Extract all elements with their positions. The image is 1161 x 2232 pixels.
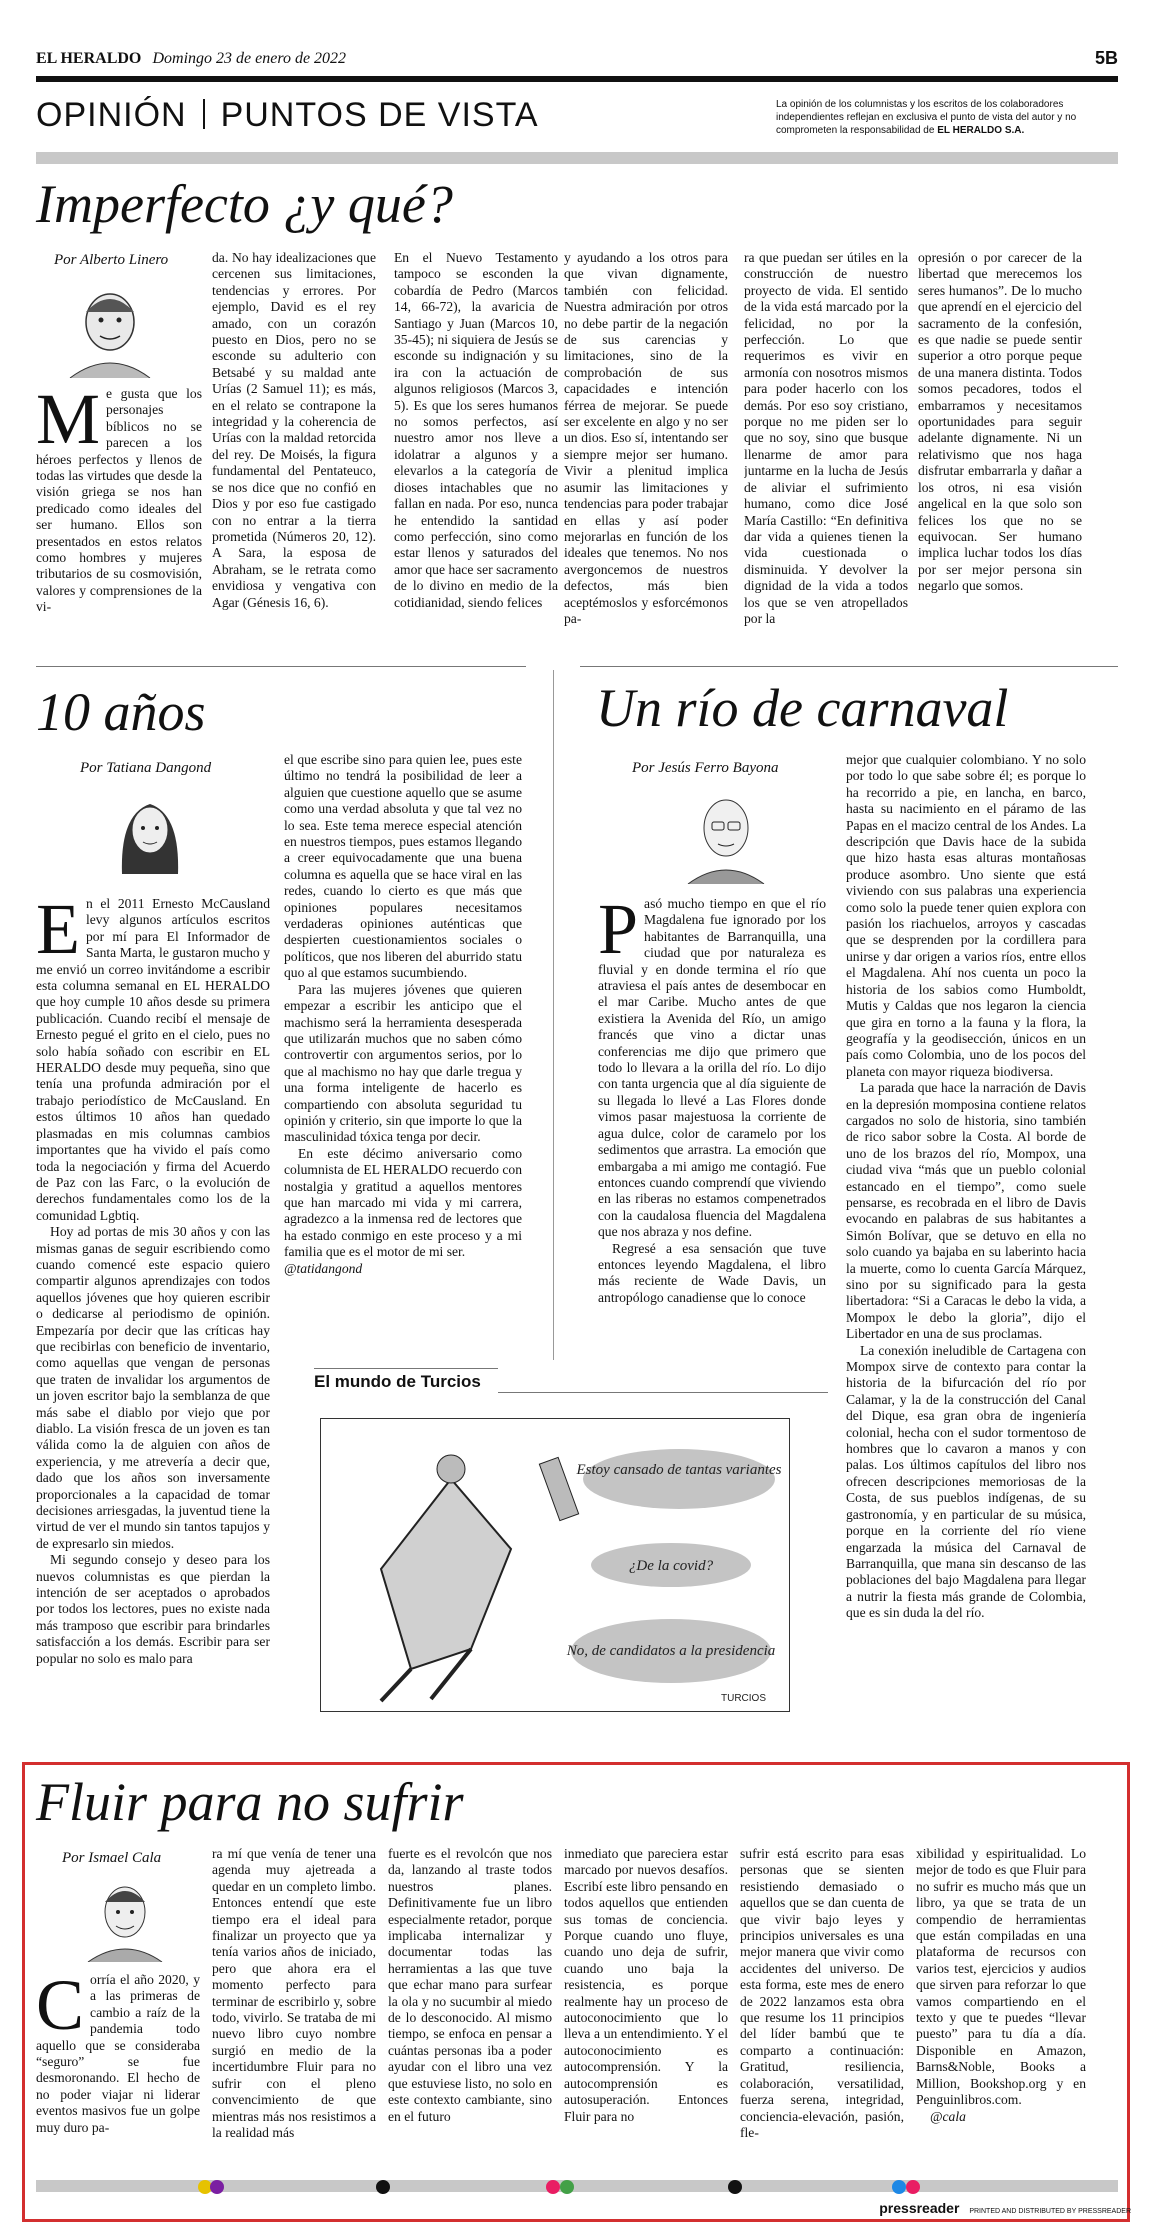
drop-cap: P <box>598 896 639 969</box>
masthead-rule <box>36 76 1118 82</box>
article4-text: orría el año 2020, y a las primeras de cambio a raíz de la pandemia todo aquello que se consideraba “seguro” se fue desmoronando. El hecho de no poder viajar ni liderar eventos masivos fue un golpe muy duro pa- <box>36 1972 200 2135</box>
cartoon-rule <box>498 1392 828 1393</box>
disclaimer-text: La opinión de los columnistas y los escritos de los colaboradores independientes reflejan en exclusiva el punto de vista del autor y no comprometen la responsabilidad de <box>776 99 1077 136</box>
article1-col1 <box>36 386 202 626</box>
section-divider <box>203 99 205 129</box>
article2-text: En este décimo aniversario como columnista de EL HERALDO recuerdo con nostalgia y gratitud a aquellos mentores que han marcado mi vida y mi carrera, agradezco a la inmensa red de lectores que ha estado conmigo en este proceso y a mi familia que es el motor de mi ser. <box>284 1145 522 1260</box>
article4-col1 <box>36 1972 200 2168</box>
section-puntos-de-vista: PUNTOS DE VISTA <box>220 96 539 134</box>
article3-col2 <box>846 752 1086 1712</box>
article2-title: 10 años <box>36 682 206 742</box>
article3-col1 <box>598 896 826 1326</box>
registration-mark <box>546 2180 560 2194</box>
article2-byline: Por Tatiana Dangond <box>80 760 212 776</box>
column-rule <box>553 670 554 1360</box>
divider <box>36 666 526 667</box>
article1-title: Imperfecto ¿y qué? <box>36 174 453 234</box>
cartoon-title: El mundo de Turcios <box>314 1372 481 1391</box>
pressreader-logo <box>879 2200 1131 2216</box>
article4-col2: ra mí que venía de tener una agenda muy ajetreada a quedar en un completo limbo. Entonces entendí que este tiempo era el ideal para finalizar un proyecto que ya tenía varios años de iniciado, pero que ahora era el momento perfecto para terminar de escribirlo y, sobre todo, vivirlo. Se trataba de mi nuevo libro cuyo nombre surgió en medio de la incertidumbre Fluir para no sufrir con el pleno convencimiento de que mientras más nos resistimos a la realidad más <box>212 1846 376 2140</box>
article2-col1 <box>36 896 270 1716</box>
registration-mark <box>728 2180 742 2194</box>
masthead <box>36 48 1118 72</box>
section-opinion: OPINIÓN <box>36 96 187 134</box>
article4-text: xibilidad y espiritualidad. Lo mejor de todo es que Fluir para no sufrir es mucho más que un libro, ya que se trata de un compendio de herramientas que están compiladas en una plataforma de recursos con varios test, ejercicios y audios que sirven para reforzar lo que vamos compartiendo en el texto y que te puedes “llevar puesto” para tu día a día. Disponible en Amazon, Barns&Noble, Books a Million, Bookshop.org y en Penguinlibros.com. <box>916 1846 1086 2108</box>
article4-byline: Por Ismael Cala <box>62 1850 162 1866</box>
article1-col5: ra que puedan ser útiles en la construcción de nuestro proyecto de vida. El sentido de la vida está marcado por la felicidad, no por la perfección. Lo que requerimos es vivir en armonía con nosotros mismos para poder hacerlo con los demás. Por eso soy cristiano, porque no me piden ser lo que no soy, sino que busque llenarme de amor para juntarme en la lucha de Jesús de aliviar el sufrimiento humano, como dice José María Castillo: “En definitiva dar vida a quienes tienen la vida cuestionada o disminuida. Y devolver la dignidad de la vida a todos los que se ven atropellados por la <box>744 250 908 626</box>
article1-col2: da. No hay idealizaciones que cercenen sus limitaciones, tendencias y errores. Por ejemplo, David es el rey amado, con un corazón puesto en Dios, pero no se esconde su adulterio con Betsabé y su maldad ante Urías (2 Samuel 11); es más, en el relato se contrapone la integridad y la coherencia de Urías con la maldad retorcida del rey. De Moisés, la figura fundamental del Pentateuco, se nos dice que no confió en Dios y por eso fue castigado con no entrar a la tierra prometida (Números 20, 12). A Sara, la esposa de Abraham, se le retrata como envidiosa y vengativa con Agar (Génesis 16, 6). <box>212 250 376 610</box>
disclaimer-company: EL HERALDO S.A. <box>937 125 1025 136</box>
newspaper-name: EL HERALDO <box>36 50 142 67</box>
author-portrait-ferro <box>676 784 776 884</box>
article2-text: el que escribe sino para quien lee, pues este último no tendrá la posibilidad de leer a alguien que cuestione aquello que se asume como una verdad absoluta y que tal vez no lo sea. Este tema merece especial atención en nuestros tiempos, pues estamos llegando a creer equivocadamente que una buena columna es aquella que se hace viral en las redes, cuando lo cierto es que más que opiniones populares necesitamos verdaderas opiniones auténticas que despierten cuestionamientos sociales o políticos, que nos liberen del aburrido statu quo al que estamos sucumbiendo. <box>284 752 522 981</box>
article1-text: e gusta que los personajes bíblicos no se parecen a los héroes perfectos y llenos de todas las virtudes que desde la visión griega se nos han predicado como ideales del ser humano. Ellos son presentados en estos relatos como hombres y mujeres tributarios de su cosmovisión, valores y comprensiones de la vi- <box>36 386 202 615</box>
registration-mark <box>560 2180 574 2194</box>
cartoon <box>320 1418 790 1712</box>
article3-text: mejor que cualquier colombiano. Y no solo por todo lo que sabe sobre él; es porque lo ha recorrido a pie, en lancha, en barco, hasta su nacimiento en el páramo de las Papas en el macizo central de los Andes. La descripción que Davis hace de la subida que hizo hasta esas alturas montañosas produce asombro. Uno siente que está viviendo con sus palabras una experiencia como solo la puede tener quien explora con pasión los riachuelos, arroyos y cascadas que se desprenden por la cordillera para unirse y dar origen a varios ríos, entre ellos el Magdalena. Ahí nos cuenta un poco la historia de los sabios como Humboldt, Mutis y Caldas que nos legaron la ciencia que gira en torno a la fauna y la flora, la geografía y la geodisección, únicos en un país como Colombia, uno de los pocos del planeta con mayor riqueza biodiversa. <box>846 752 1086 1079</box>
author-portrait-linero <box>60 278 160 378</box>
article3-title: Un río de carnaval <box>596 678 1009 738</box>
pressreader-brand: pressreader <box>879 2200 960 2216</box>
article1-col6: opresión o por carecer de la libertad que merecemos los seres humanos”. De lo mucho que aprendí en el ejercicio del sacramento de la confesión, es que nadie se puede sentir superior a otro porque peque de una manera distinta. Todos somos pecadores, todos el embarramos y necesitamos oportunidades para seguir adelante dignamente. Ni un relativismo que nos haga disfrutar embarrarla y dañar a los otros, ni esa visión angelical en la que solo son felices los que no se equivocan. Ser humano implica luchar todos los días por ser mejor persona sin negarlo que somos. <box>918 250 1082 594</box>
article2-text: Hoy ad portas de mis 30 años y con las mismas ganas de seguir escribiendo como cuando comencé este espacio quiero compartir algunos aprendizajes con todos aquellos jóvenes que hoy quieren escribir o dedicarse al periodismo de opinión. Empezaría por decir que las críticas hay que recibirlas con beneficio de inventario, como aquellas que vengan de personas que traten de invalidar los argumentos de un joven escritor bajo la semblanza de que más sabe el diablo por viejo que por diablo. La visión fresca de un joven es tan válida como la de alguien con años de experiencia, y me atrevería a decir que, dado que los años son inversamente proporcionales a la capacidad de tomar decisiones arriesgadas, la juventud tiene la virtud de ver el mundo sin tantos tapujos y de expresarlo sin miedos. <box>36 1224 270 1551</box>
article2-text: Mi segundo consejo y deseo para los nuevos columnistas es que pierdan la intención de ser aceptados o aprobados por todos los lectores, pues no existe nada más tramposo que escribir para brindarles satisfacción a los demás. Escribir para ser popular no solo es malo para <box>36 1552 270 1666</box>
section-bar <box>36 152 1118 164</box>
drop-cap: M <box>36 386 101 459</box>
divider <box>580 666 1118 667</box>
drop-cap: E <box>36 896 80 969</box>
article3-text: asó mucho tiempo en que el río Magdalena fue ignorado por los habitantes de Barranquilla, una ciudad que por naturaleza es fluvial y en donde termina el río que atraviesa el país antes de desembocar en el mar Caribe. Mucho antes de que existiera la Avenida del Río, un amigo francés que vino a dictar unas conferencias me dijo que primero que todo lo llevara a la orilla del río. Lo dijo con tanta urgencia que al día siguiente de su llegada lo llevé a Las Flores donde vimos pasar majestuosa la corriente de agua dulce, color de caramelo por los sedimentos que arrastra. La emoción que embargaba a mi amigo me contagió. Fue entonces cuando comprendí que viviendo en las riberas no estamos compenetrados con la caudalosa fluencia del Magdalena que nos abraza y nos define. <box>598 896 826 1240</box>
article4-col5: sufrir está escrito para esas personas que se sienten resistiendo demasiado o aquellos que se dan cuenta de que vivir bajo leyes y principios universales es una mejor manera que vivir como accidentes del universo. De esta forma, este mes de enero de 2022 lanzamos esta obra que resume los 11 principios del líder bambú que te comparto a continuación: Gratitud, resiliencia, colaboración, versatilidad, fuerza serena, integridad, conciencia-elevación, pasión, fle- <box>740 1846 904 2140</box>
registration-mark <box>892 2180 906 2194</box>
drop-cap: C <box>36 1972 85 2045</box>
cartoon-rule <box>314 1368 498 1369</box>
registration-mark <box>210 2180 224 2194</box>
page-number: 5B <box>1094 48 1118 68</box>
author-handle: @cala <box>930 2108 966 2124</box>
article2-text: Para las mujeres jóvenes que quieren empezar a escribir les anticipo que el machismo será la herramienta desesperada que utilizarán muchos que no saben cómo controvertir con argumentos serios, por lo que al machismo no hay que darle tregua y una forma inteligente de hacerlo es compartiendo con absoluta seguridad tu opinión y criterio, sin que importe lo que la masculinidad tóxica tenga por decir. <box>284 981 522 1145</box>
registration-mark <box>376 2180 390 2194</box>
bubble2-text: ¿De la covid? <box>628 1558 714 1574</box>
article3-text: Regresé a esa sensación que tuve entonces leyendo Magdalena, el libro más reciente de Wade Davis, un antropólogo canadiense que lo conoce <box>598 1240 826 1305</box>
article1-col3: En el Nuevo Testamento tampoco se esconden la cobardía de Pedro (Marcos 14, 66-72), la avaricia de Santiago y Juan (Marcos 10, 35-45); ni siquiera de Jesús se esconde su indignación y su ira con la actuación de algunos religiosos (Marcos 3, 5). Es que los seres humanos no somos perfectos, así nuestro amor nos lleve a idolatrar a algunos y a elevarlos a la categoría de dioses intachables que no fallan en nada. Por eso, nunca he entendido la santidad como perfección, sino como estar llenos y saturados del amor que hace ser sacramento de lo divino en medio de la cotidianidad, siendo felices <box>394 250 558 610</box>
article3-byline: Por Jesús Ferro Bayona <box>632 760 779 776</box>
article3-text: La conexión ineludible de Cartagena con Mompox sirve de contexto para contar la historia de la bifurcación del río por Calamar, y la de la construcción del Canal del Dique, esa gran obra de ingeniería colonial, hecha con el sudor tormentoso de hombres que lo cavaron a manos y con palas. Los últimos capítulos del libro nos ofrecen descripciones memoriosas de la Costa, de sus pueblos indígenas, de su gastronomía, y en particular de su música, porque en la corriente del río viene engarzada la música del Carnaval de Barranquilla, que mana sin descanso de las poblaciones del bajo Magdalena para llegar a nutrir la fiesta más grande de Colombia, que es sin duda la del río. <box>846 1342 1086 1621</box>
article1-byline: Por Alberto Linero <box>54 252 169 268</box>
article1-col4: y ayudando a los otros para que vivan dignamente, también con felicidad. Nuestra admiración por otros no debe partir de la negación de sus carencias y limitaciones, sino de la comprobación de sus capacidades e intención férrea de mejorar. Se puede ser excelente en algo y no ser un dios. Eso sí, intentando ser siempre mejor ser humano. Vivir a plenitud implica asumir las limitaciones y tendencias para poder trabajar en ellas y así poder mejorarlas en función de los ideales que tenemos. No nos avergoncemos de nuestros defectos, más bien aceptémoslos y esforcémonos pa- <box>564 250 728 626</box>
author-portrait-cala <box>80 1872 170 1962</box>
disclaimer <box>776 98 1116 137</box>
article4-col3: fuerte es el revolcón que nos da, lanzando al traste todos nuestros planes. Definitivamente fue un libro especialmente retador, porque implicaba internalizar y documentar todas las herramientas a las que tuve que echar mano para surfear la ola y no sucumbir al miedo de lo desconocido. Al mismo tiempo, se enfoca en pensar a cuántas personas iba a poder ayudar con el libro una vez que estuviese listo, no solo en este contexto cambiante, sino en el futuro <box>388 1846 552 2124</box>
author-portrait-dangond <box>100 784 200 884</box>
bubble3-text: No, de candidatos a la presidencia <box>566 1643 776 1659</box>
pressreader-note: PRINTED AND DISTRIBUTED BY PRESSREADER <box>969 2208 1131 2215</box>
registration-mark <box>906 2180 920 2194</box>
article4-col4: inmediato que pareciera estar marcado por nuevos desafíos. Escribí este libro pensando en todos aquellos que entienden sus tomas de conciencia. Porque cuando uno fluye, cuando uno deja de sufrir, cuando uno baja la resistencia, es porque realmente hay un proceso de autoconocimiento que lo lleva a un entendimiento. Y el autoconocimiento es autocomprensión. Y la autocomprensión es autosuperación. Entonces Fluir para no <box>564 1846 728 2124</box>
article3-text: La parada que hace la narración de Davis en la depresión momposina contiene relatos cargados no solo de historia, sino también de rico sabor sobre la Costa. Al borde de uno de los brazos del río, Mompox, una ciudad viva “más que un pueblo colonial estancado en el tiempo”, como suele pensarse, es recobrada en el libro de Davis evocando en palabras de sus habitantes a Simón Bolívar, que se detuvo en ella no solo cuando ya bajaba en su laberinto hacia la muerte, como lo cuenta García Márquez, sino por su significado para la gesta libertadora: “Si a Caracas le debo la vida, a Mompox le debo la gloria”, dijo el Libertador en una de sus proclamas. <box>846 1080 1086 1342</box>
author-handle: @tatidangond <box>284 1260 363 1276</box>
article4-title: Fluir para no sufrir <box>36 1772 464 1832</box>
bubble1-text: Estoy cansado de tantas variantes <box>576 1462 782 1478</box>
issue-date: Domingo 23 de enero de 2022 <box>152 50 347 67</box>
article2-text: n el 2011 Ernesto McCausland levy algunos artículos escritos por mí para El Informador de Santa Marta, le gustaron mucho y me envió un correo invitándome a escribir esta columna semanal en EL HERALDO que hoy cumple 10 años desde su primera publicación. Cuando recibí el mensaje de Ernesto pegué el grito en el cielo, pues no solo había soñado con escribir en EL HERALDO desde muy pequeña, sino que tenía una profunda admiración por el trabajo periodístico de McCausland. En estos últimos 10 años han quedado plasmadas en mis columnas cambios importantes que ha vivido el país como toda la negociación y firma del Acuerdo de Paz con las Farc, o la evolución de derechos fundamentales como los de la comunidad Lgbtiq. <box>36 896 270 1223</box>
article4-col6 <box>916 1846 1086 2168</box>
cartoon-signature: TURCIOS <box>721 1693 766 1704</box>
article2-col2 <box>284 752 522 1318</box>
section-header <box>36 96 539 135</box>
